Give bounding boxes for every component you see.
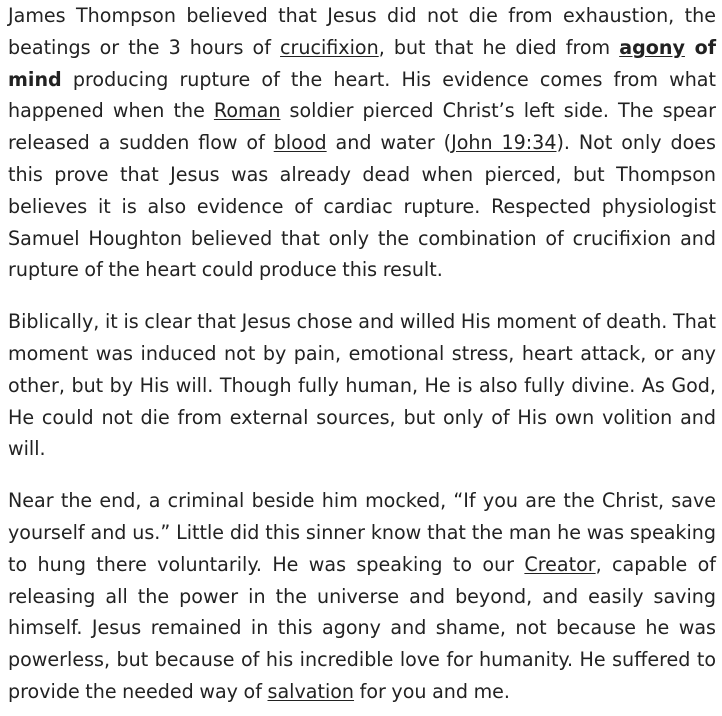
text-segment: , but that he died from bbox=[378, 35, 620, 59]
link-salvation[interactable]: salvation bbox=[267, 679, 355, 703]
text-segment: James Thompson believed that Jesus did not die from exhaustion, the beatings or the 3 hours of bbox=[8, 4, 716, 59]
text-segment: and water ( bbox=[326, 131, 452, 155]
paragraph-thompson-theory bbox=[8, 0, 716, 286]
text-segment: , capable of releasing all the power in the universe and beyond, and easily saving himself. Jesus remained in this agony and shame, not because he was powerless, but because of his incredible love for humanity. He suffered to provide the needed way of bbox=[8, 552, 717, 703]
link-john-19-34[interactable]: John 19:34 bbox=[451, 131, 557, 155]
link-crucifixion[interactable]: crucifixion bbox=[280, 35, 379, 59]
text-segment: producing rupture of the heart. His evidence comes from what happened when the bbox=[8, 67, 716, 123]
article-body bbox=[8, 0, 716, 708]
bold-text-of-mind: of mind bbox=[8, 35, 717, 91]
text-segment: for you and me. bbox=[354, 679, 510, 703]
link-roman[interactable]: Roman bbox=[213, 99, 281, 123]
link-agony[interactable]: agony bbox=[619, 35, 685, 59]
paragraph-willed-death bbox=[8, 306, 716, 465]
text-segment: Biblically, it is clear that Jesus chose and willed His moment of death. That moment was induced not by pain, emotional stress, heart attack, or any other, but by His will. Though fully human, He is also fully divine. As God, He could not die from external sources, but only of His own volition and will. bbox=[8, 310, 716, 461]
paragraph-criminal-mocked bbox=[8, 485, 716, 708]
link-creator[interactable]: Creator bbox=[524, 552, 596, 576]
text-segment: ). Not only does this prove that Jesus was already dead when pierced, but Thompson believes it is also evidence of cardiac rupture. Respected physiologist Samuel Houghton believed that only the combination of crucifixion and rupture of the heart could produce this result. bbox=[8, 131, 716, 282]
link-blood[interactable]: blood bbox=[273, 131, 327, 155]
text-segment: Near the end, a criminal beside him mocked, “If you are the Christ, save yourself and us.” Little did this sinner know that the man he was speaking to hung there voluntarily. He was speaking to our bbox=[8, 489, 716, 576]
text-segment: soldier pierced Christ’s left side. The spear released a sudden flow of bbox=[8, 99, 716, 155]
